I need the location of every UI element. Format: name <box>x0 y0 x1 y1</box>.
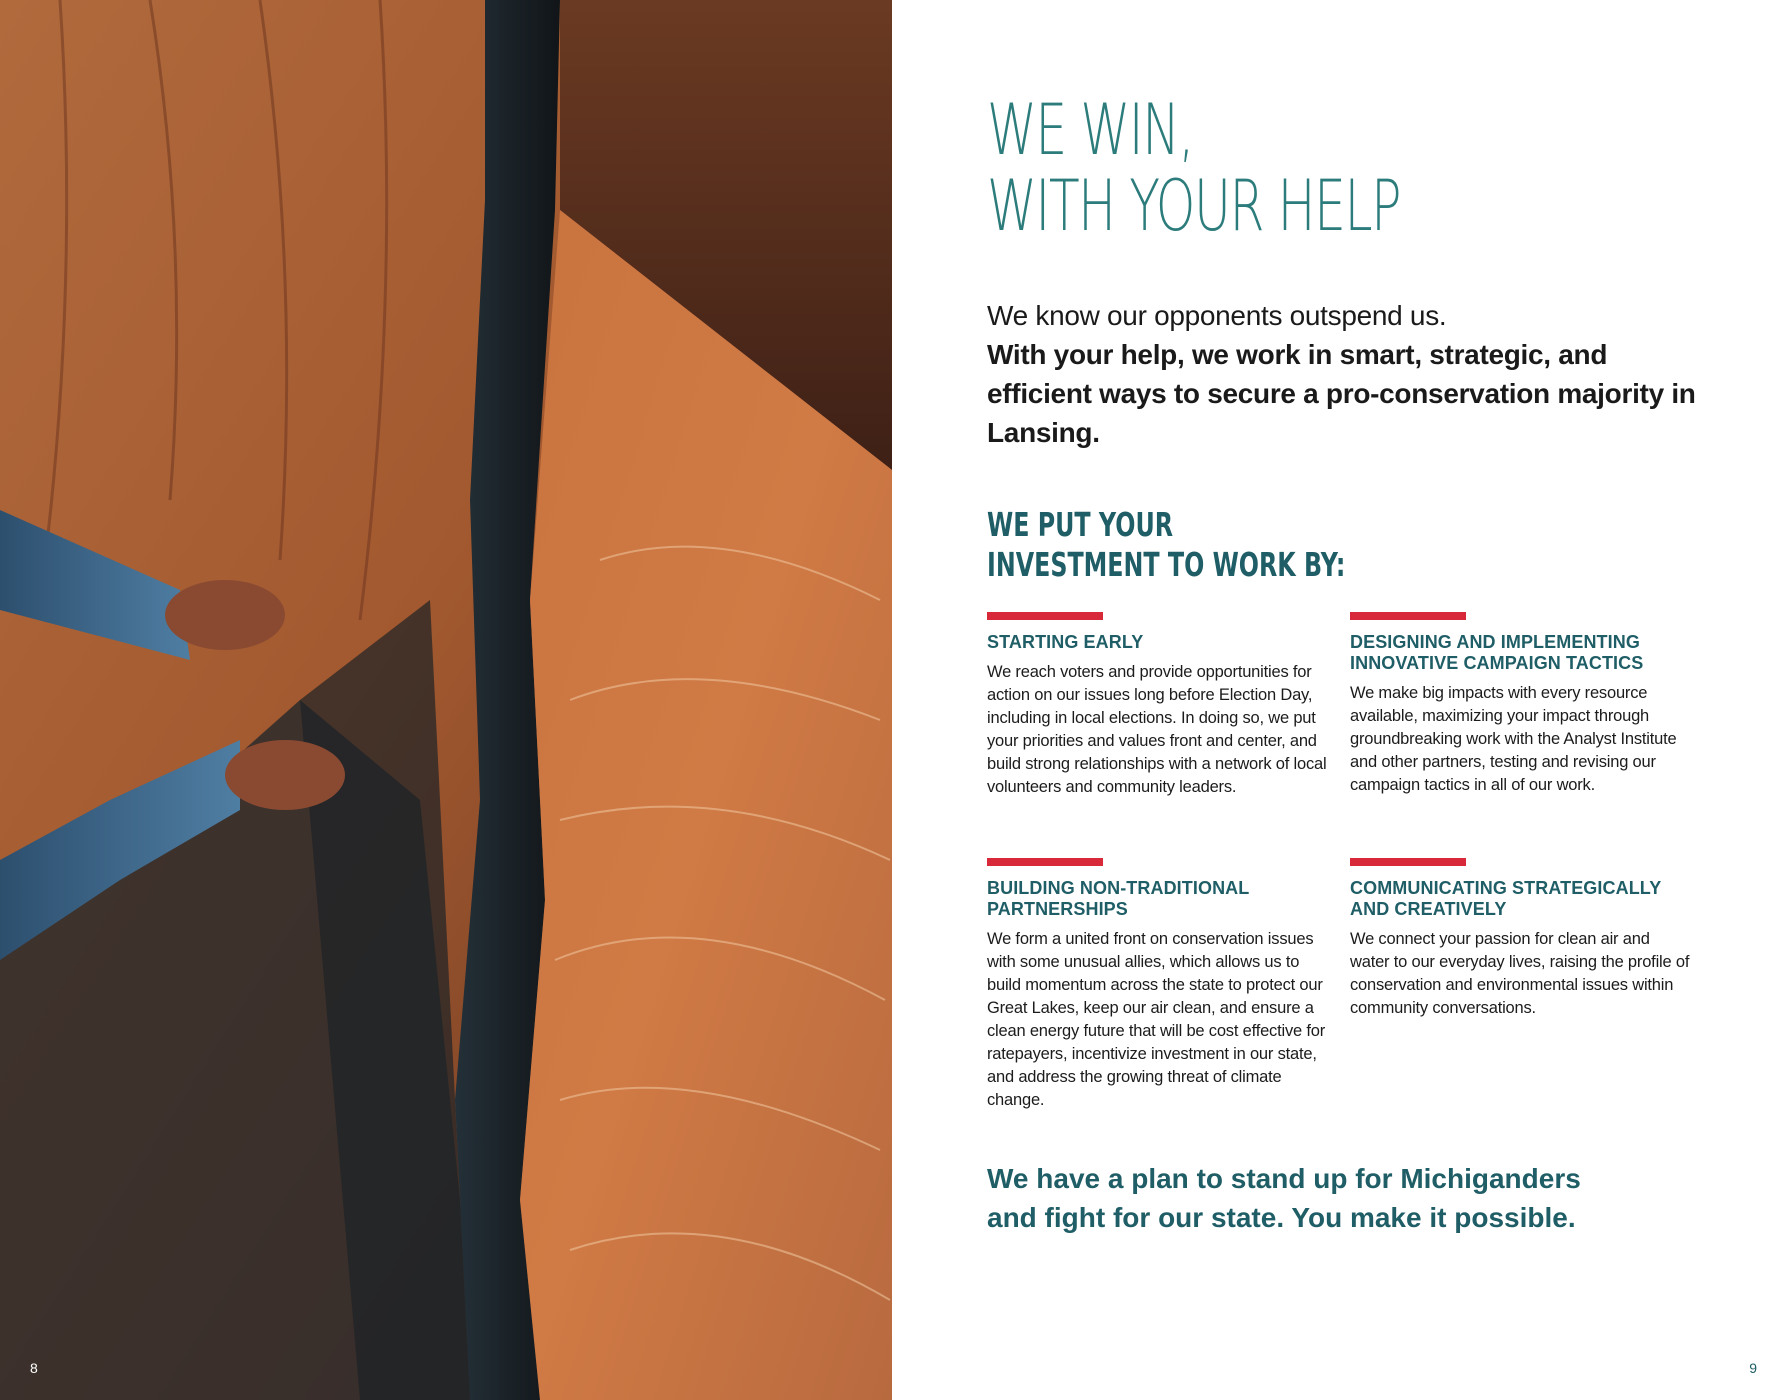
strategy-item-partnerships <box>987 858 1327 1112</box>
strategy-item-starting-early <box>987 612 1327 799</box>
accent-bar <box>987 858 1103 866</box>
strategy-body: We make big impacts with every resource available, maximizing your impact through groundbreaking work with the Analyst Institute and other partners, testing and revising our campaign tactics in all of our work. <box>1350 684 1677 794</box>
subhead-line-2: INVESTMENT TO WORK BY: <box>987 545 1346 584</box>
accent-bar <box>1350 612 1466 620</box>
strategy-body: We connect your passion for clean air and water to our everyday lives, raising the profile of conservation and environmental issues within community conversations. <box>1350 930 1690 1017</box>
strategy-body: We reach voters and provide opportunities for action on our issues long before Election Day, including in local elections. In doing so, we put your priorities and values front and center, and build strong relationships with a network of local volunteers and community leaders. <box>987 663 1327 796</box>
subhead-line-1: WE PUT YOUR <box>987 505 1174 544</box>
strategy-title: STARTING EARLY <box>987 632 1144 652</box>
page-headline <box>987 89 1401 247</box>
intro-paragraph <box>987 296 1707 452</box>
intro-bold: With your help, we work in smart, strategic, and efficient ways to secure a pro-conservation majority in Lansing. <box>987 339 1696 448</box>
section-subhead <box>987 505 1345 585</box>
strategy-title: DESIGNING AND IMPLEMENTING INNOVATIVE CAMPAIGN TACTICS <box>1350 632 1644 673</box>
page-number-right: 9 <box>1749 1360 1757 1376</box>
headline-line-2: WITH YOUR HELP <box>987 165 1401 247</box>
page-number-left: 8 <box>30 1360 38 1376</box>
strategy-item-communicating <box>1350 858 1690 1020</box>
accent-bar <box>1350 858 1466 866</box>
strategy-item-innovative-tactics <box>1350 612 1690 797</box>
strategy-body: We form a united front on conservation issues with some unusual allies, which allows us to build momentum across the state to protect our Great Lakes, keep our air clean, and ensure a clean energy future that will be cost effective for ratepayers, incentivize investment in our state, and address the growing threat of climate change. <box>987 930 1326 1109</box>
headline-line-1: WE WIN, <box>987 89 1194 171</box>
closing-statement: We have a plan to stand up for Michiganders and fight for our state. You make it possible. <box>987 1163 1581 1233</box>
strategy-title: COMMUNICATING STRATEGICALLY AND CREATIVELY <box>1350 878 1662 919</box>
intro-light: We know our opponents outspend us. <box>987 300 1447 331</box>
strategy-title: BUILDING NON-TRADITIONAL PARTNERSHIPS <box>987 878 1250 919</box>
right-page <box>892 0 1784 1400</box>
accent-bar <box>987 612 1103 620</box>
